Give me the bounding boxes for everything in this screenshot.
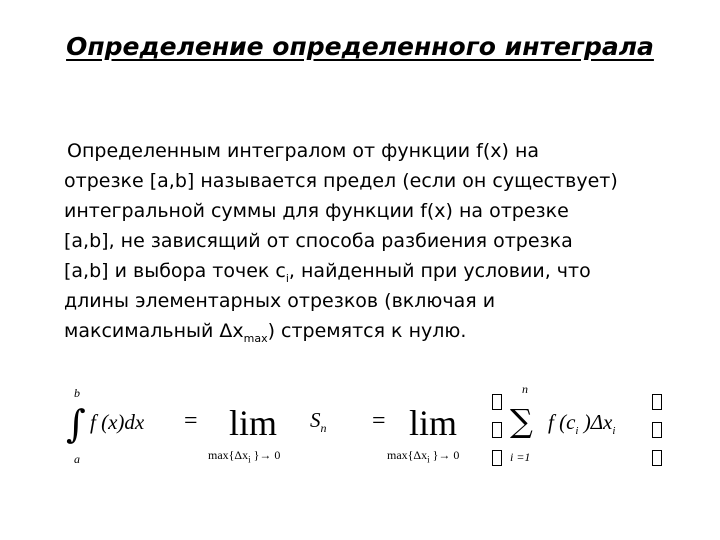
paragraph-line-4: [a,b], не зависящий от способа разбиения отрезка: [64, 230, 573, 252]
paragraph-line-5: [64, 256, 684, 286]
limit-2-condition: [387, 448, 459, 464]
limit-2-cond-sub: i: [427, 454, 430, 465]
line5-text-end: , найденный при условии, что: [288, 260, 591, 282]
bracket-box-1: [492, 394, 502, 410]
sn-subscript: n: [320, 421, 327, 436]
limit-2-cond-end: }→ 0: [429, 448, 460, 462]
sum-term-sub-2: i: [612, 425, 616, 438]
line7-subscript: max: [243, 331, 268, 345]
limit-1-cond-sub: i: [248, 454, 251, 465]
sum-term-mid: )Δx: [578, 410, 613, 434]
bracket-box-4: [652, 394, 662, 410]
limit-1-cond-end: }→ 0: [250, 448, 281, 462]
integral-sign: ∫: [66, 402, 86, 446]
sn-main: S: [310, 408, 321, 432]
paragraph-line-7: [64, 316, 684, 346]
sum-upper-limit: n: [522, 382, 528, 396]
limit-1-cond-start: max{Δx: [208, 448, 249, 462]
sum-lower-limit: i =1: [510, 450, 531, 464]
sum-term: [548, 410, 615, 437]
page-title: Определение определенного интеграла: [66, 32, 654, 61]
bracket-box-5: [652, 422, 662, 438]
paragraph-line-1: Определенным интегралом от функции f(x) на: [67, 140, 540, 162]
sum-sign: ∑: [510, 402, 533, 440]
integrand: f (x)dx: [90, 410, 145, 434]
limit-1: lim: [229, 403, 278, 443]
integral-lower-limit: a: [74, 452, 80, 466]
line5-subscript: i: [285, 271, 289, 285]
sum-term-sub-1: i: [575, 425, 579, 438]
integral-formula: [0, 380, 720, 480]
line7-text-start: максимальный Δx: [64, 320, 244, 342]
limit-2-cond-start: max{Δx: [387, 448, 428, 462]
limit-1-condition: [208, 448, 280, 464]
bracket-box-2: [492, 422, 502, 438]
definition-paragraph: [64, 136, 684, 346]
sum-term-start: f (c: [548, 410, 576, 434]
line7-text-end: ) стремятся к нулю.: [267, 320, 467, 342]
sn-term: [310, 408, 327, 436]
equals-sign-2: =: [372, 408, 386, 434]
integral-upper-limit: b: [74, 386, 80, 400]
paragraph-line-3: интегральной суммы для функции f(x) на отрезке: [64, 200, 569, 222]
limit-2: lim: [409, 403, 458, 443]
bracket-box-6: [652, 450, 662, 466]
paragraph-line-6: длины элементарных отрезков (включая и: [64, 290, 496, 312]
bracket-box-3: [492, 450, 502, 466]
equals-sign-1: =: [184, 408, 198, 434]
paragraph-line-2: отрезке [a,b] называется предел (если он существует): [64, 170, 618, 192]
line5-text-start: [a,b] и выбора точек c: [64, 260, 286, 282]
